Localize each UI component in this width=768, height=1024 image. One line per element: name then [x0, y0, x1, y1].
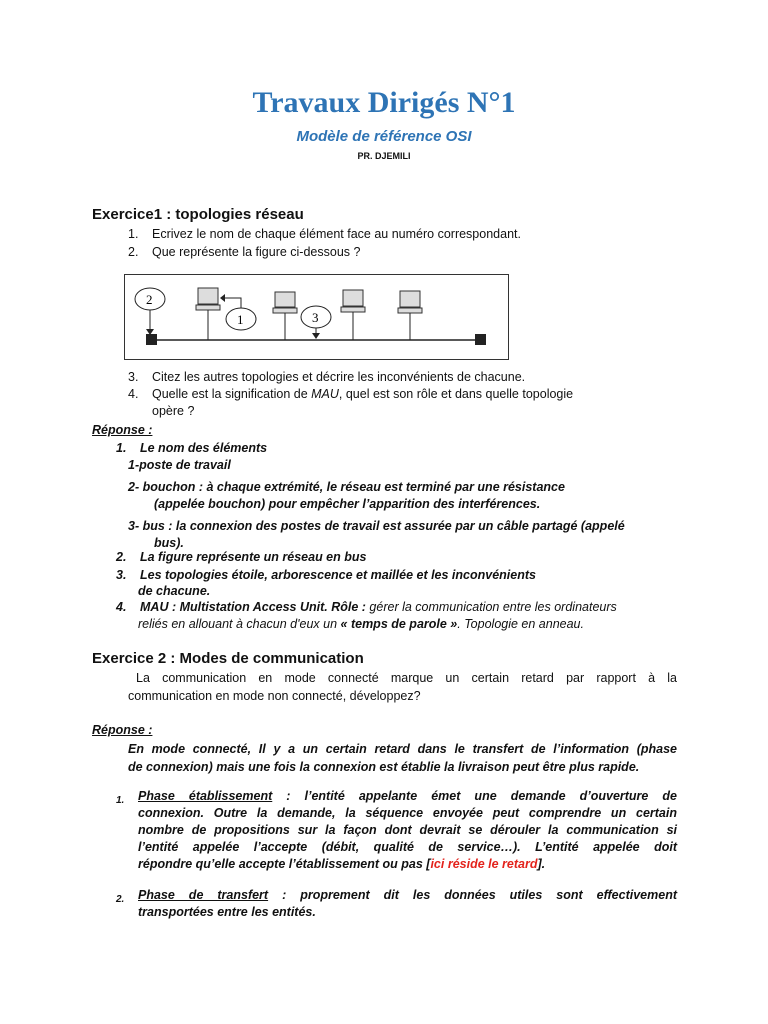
question-4: [128, 386, 573, 403]
answer-1-item-3: 3- bus : la connexion des postes de travail est assurée par un câble partagé (appelé bus).: [128, 519, 625, 550]
phase2-title: Phase de transfert: [138, 888, 269, 902]
page-subtitle: Modèle de référence OSI: [296, 128, 472, 145]
question-3: [128, 369, 525, 386]
question-text: Quelle est la signification de: [152, 387, 312, 401]
question-4-continued: opère ?: [152, 404, 195, 418]
question-number: 2.: [128, 245, 139, 259]
phase1-title: Phase établissement: [138, 789, 273, 803]
question-number: 4.: [128, 387, 139, 401]
phase2-block: Phase de transfert : proprement dit les données utiles sont effectivement transportées entre les entités.: [138, 888, 677, 919]
callout-label-1: 1: [237, 312, 244, 327]
answer-1-item-1: 1-poste de travail: [128, 458, 231, 472]
question-text: , quel est son rôle et dans quelle topologie: [338, 387, 574, 401]
exercise1-heading: Exercice1 : topologies réseau: [92, 206, 304, 223]
terminator-left: [146, 334, 157, 345]
question-text: Que représente la figure ci-dessous ?: [152, 245, 361, 259]
answer-1-item-2: 2- bouchon : à chaque extrémité, le réseau est terminé par une résistance (appelée bouchon) pour empêcher l’apparition des interférences.: [128, 480, 565, 511]
question-number: 1.: [128, 227, 139, 241]
answer-4: 4. MAU : Multistation Access Unit. Rôle : gérer la communication entre les ordinateurs: [116, 600, 617, 614]
question-text: Ecrivez le nom de chaque élément face au numéro correspondant.: [152, 227, 521, 241]
phase2-number: 2.: [116, 894, 125, 905]
bus-network-figure: [124, 274, 509, 360]
phase1-block: Phase établissement : l’entité appelante émet une demande d’ouverture de connexion. Outre la demande, la séquence envoyée peut comprendre un certain nombre de propositions sur la façon dont devrait se dérouler la communication si l’entité appelée l’accepte (débit, qualité de service…). L’entité appelée doit répondre qu’elle accepte l’établissement ou pas [ici réside le retard].: [138, 789, 678, 871]
exercise2-question-line-1: La communication en mode connecté marque un certain retard par rapport à la: [136, 671, 677, 685]
question-1: [128, 226, 521, 243]
callout-label-3: 3: [312, 310, 319, 325]
exercise2-question-line-2: communication en mode non connecté, développez?: [128, 689, 421, 703]
answer-2: 2. La figure représente un réseau en bus: [116, 550, 367, 564]
mau-term: MAU: [311, 387, 339, 401]
question-number: 3.: [128, 370, 139, 384]
exercise2-intro-line-2: de connexion) mais une fois la connexion est établie la livraison peut être plus rapide.: [128, 760, 640, 774]
callout-label-2: 2: [146, 292, 153, 307]
answer-4-continued: reliés en allouant à chacun d'eux un « temps de parole ». Topologie en anneau.: [138, 617, 584, 631]
answer-3-continued: de chacune.: [138, 584, 211, 598]
question-2: [128, 244, 360, 261]
exercise2-heading: Exercice 2 : Modes de communication: [92, 650, 364, 667]
retard-highlight: ici réside le retard: [430, 857, 538, 871]
exercise2-intro-line-1: En mode connecté, Il y a un certain retard dans le transfert de l’information (phase: [128, 742, 677, 756]
question-text: Citez les autres topologies et décrire les inconvénients de chacune.: [152, 370, 526, 384]
exercise2-answer-label: Réponse :: [92, 723, 153, 737]
page-title: Travaux Dirigés N°1: [252, 86, 516, 119]
author: PR. DJEMILI: [357, 151, 411, 161]
answer-1-title: 1. Le nom des éléments: [116, 441, 268, 455]
phase1-number: 1.: [116, 795, 125, 806]
terminator-right: [475, 334, 486, 345]
answer-3: 3. Les topologies étoile, arborescence et maillée et les inconvénients: [116, 568, 536, 582]
exercise1-answer-label: Réponse :: [92, 423, 153, 437]
